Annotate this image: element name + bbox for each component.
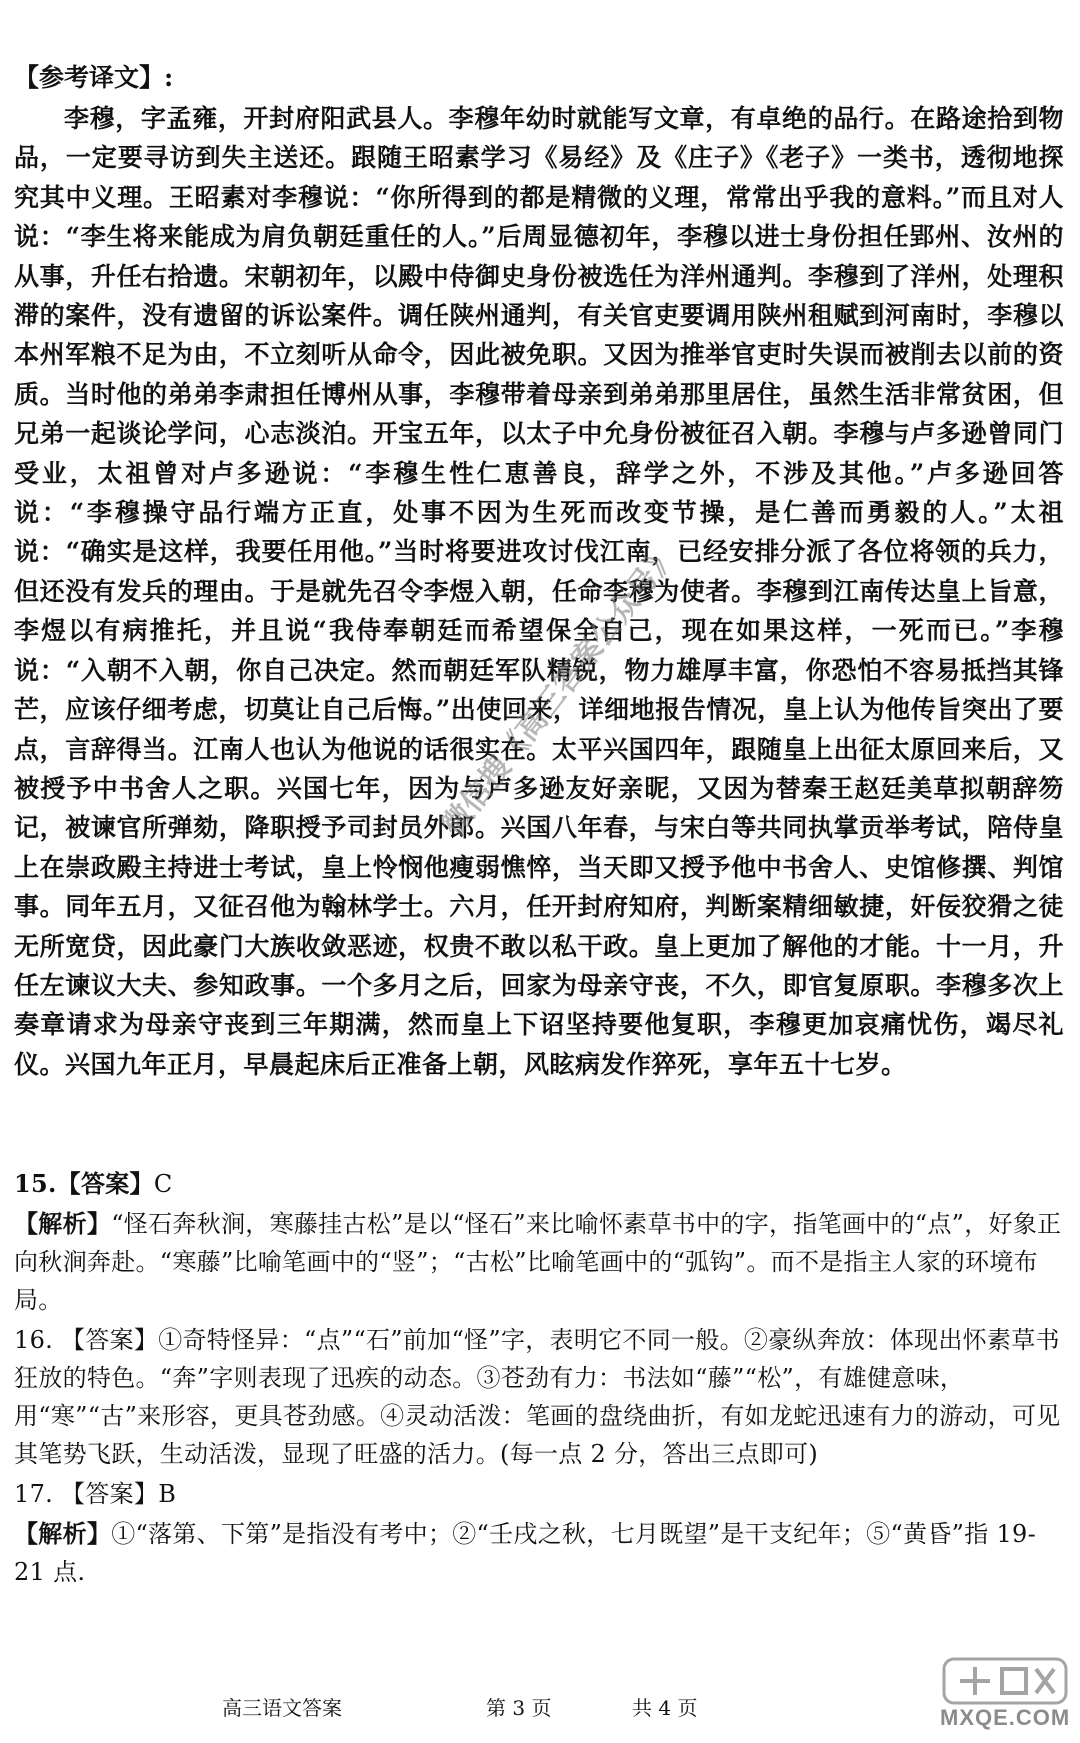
analysis-block (14, 1205, 1064, 1319)
answer-value: B (158, 1480, 177, 1508)
footer-total-pages: 共 4 页 (632, 1696, 698, 1720)
reference-translation: 李穆，字孟雍，开封府阳武县人。李穆年幼时就能写文章，有卓绝的品行。在路途拾到物品，一定要寻访到失主送还。跟随王昭素学习《易经》及《庄子》《老子》一类书，透彻地探究其中义理。王昭素对李穆说：“你所得到的都是精微的义理，常常出乎我的意料。”而且对人说：“李生将来能成为肩负朝廷重任的人。”后周显德初年，李穆以进士身份担任郢州、汝州的从事，升任右拾遗。宋朝初年，以殿中侍御史身份被选任为洋州通判。李穆到了洋州，处理积滞的案件，没有遗留的诉讼案件。调任陕州通判，有关官吏要调用陕州租赋到河南时，李穆以本州军粮不足为由，不立刻听从命令，因此被免职。又因为推举官吏时失误而被削去以前的资质。当时他的弟弟李肃担任博州从事，李穆带着母亲到弟弟那里居住，虽然生活非常贫困，但兄弟一起谈论学问，心志淡泊。开宝五年，以太子中允身份被征召入朝。李穆与卢多逊曾同门受业，太祖曾对卢多逊说：“李穆生性仁恵善良，辞学之外，不涉及其他。”卢多逊回答说：“李穆操守品行端方正直，处事不因为生死而改变节操，是仁善而勇毅的人。”太祖说：“确实是这样，我要任用他。”当时将要进攻讨伐江南，已经安排分派了各位将领的兵力，但还没有发兵的理由。于是就先召令李煜入朝，任命李穆为使者。李穆到江南传达皇上旨意，李煜以有病推托，并且说“我侍奉朝廷而希望保全自己，现在如果这样，一死而已。”李穆说：“入朝不入朝，你自己决定。然而朝廷军队精锐，物力雄厚丰富，你恐怕不容易抵挡其锋芒，应该仔细考虑，切莫让自己后悔。”出使回来，详细地报告情况，皇上认为他传旨突出了要点，言辞得当。江南人也认为他说的话很实在。太平兴国四年，跟随皇上出征太原回来后，又被授予中书舍人之职。兴国七年，因为与卢多逊友好亲昵，又因为替秦王赵廷美草拟朝辞笏记，被谏官所弹劾，降职授予司封员外郎。兴国八年春，与宋白等共同执掌贡举考试，陪侍皇上在崇政殿主持进士考试，皇上怜悯他瘦弱憔悴，当天即又授予他中书舍人、史馆修撰、判馆事。同年五月，又征召他为翰林学士。六月，任开封府知府，判断案精细敏捷，奸佞狡猾之徒无所宽贷，因此豪门大族收敛恶迹，权贵不敢以私干政。皇上更加了解他的才能。十一月，升任左谏议大夫、参知政事。一个多月之后，回家为母亲守丧，不久，即官复原职。李穆多次上奏章请求为母亲守丧到三年期满，然而皇上下诏坚持要他复职，李穆更加哀痛忧伤，竭尽礼仪。兴国九年正月，早晨起床后正准备上朝，风眩病发作猝死，享年五十七岁。 (14, 104, 1064, 1079)
site-logo (940, 1655, 1070, 1731)
section-heading: 【参考译文】: (14, 63, 174, 92)
logo-mark-icon (940, 1655, 1070, 1707)
answer-block (14, 1321, 1064, 1473)
answer-list (14, 1165, 1064, 1591)
analysis-block (14, 1515, 1064, 1591)
analysis-label: 【解析】 (14, 1209, 112, 1238)
analysis-text: ①“落第、下第”是指没有考中；②“壬戌之秋，七月既望”是干支纪年；⑤“黄昏”指 19-21 点. (14, 1520, 1036, 1586)
answer-label: 16. 【答案】 (14, 1326, 159, 1354)
watermark: 微信搜《高三答案公众号》 (435, 537, 685, 843)
logo-text: MXQE.COM (940, 1705, 1071, 1730)
answer-block (14, 1165, 1064, 1203)
answer-label: 15.【答案】 (14, 1169, 154, 1198)
analysis-label: 【解析】 (14, 1519, 112, 1548)
footer-subject: 高三语文答案 (222, 1696, 342, 1720)
answer-label: 17. 【答案】 (14, 1480, 159, 1508)
footer-page-number: 第 3 页 (486, 1696, 552, 1720)
answer-block (14, 1475, 1064, 1513)
answer-value: C (153, 1170, 173, 1198)
analysis-text: “怪石奔秋涧，寒藤挂古松”是以“怪石”来比喻怀素草书中的字，指笔画中的“点”，好象正向秋涧奔赴。“寒藤”比喻笔画中的“竖”；“古松”比喻笔画中的“弧钩”。而不是指主人家的环境布局。 (14, 1210, 1062, 1314)
answer-value: ①奇特怪异：“点”“石”前加“怪”字，表明它不同一般。②豪纵奔放：体现出怀素草书狂放的特色。“奔”字则表现了迅疾的动态。③苍劲有力：书法如“藤”“松”，有雄健意味，用“寒”“古”来形容，更具苍劲感。④灵动活泼：笔画的盘绕曲折，有如龙蛇迅速有力的游动，可见其笔势飞跃，生动活泼，显现了旺盛的活力。(每一点 2 分，答出三点即可) (14, 1326, 1061, 1468)
